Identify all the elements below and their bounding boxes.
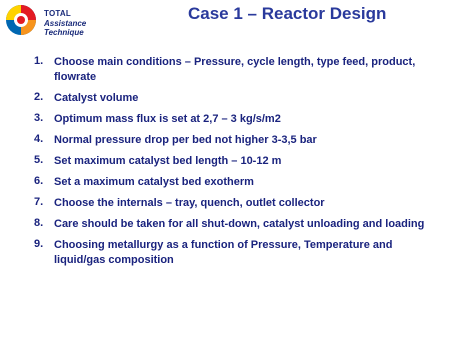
total-logo-icon (4, 3, 38, 37)
item-text: Choosing metallurgy as a function of Pressure, Temperature and liquid/gas composition (54, 239, 393, 266)
item-text: Optimum mass flux is set at 2,7 – 3 kg/s/m2 (54, 113, 281, 125)
list-item (0, 196, 450, 211)
item-number: 4. (34, 133, 44, 145)
item-number: 6. (34, 175, 44, 187)
item-text: Catalyst volume (54, 92, 139, 104)
item-text: Choose the internals – tray, quench, outlet collector (54, 197, 325, 209)
list-item (0, 55, 450, 85)
item-number: 5. (34, 154, 44, 166)
item-text: Set maximum catalyst bed length – 10-12 m (54, 155, 282, 167)
item-text: Set a maximum catalyst bed exotherm (54, 176, 254, 188)
item-number: 7. (34, 196, 44, 208)
item-number: 2. (34, 91, 44, 103)
list-item (0, 91, 450, 106)
item-number: 8. (34, 217, 44, 229)
list-item (0, 154, 450, 169)
item-text: Care should be taken for all shut-down, catalyst unloading and loading (54, 218, 425, 230)
brand-name: TOTAL (44, 9, 71, 18)
list-item (0, 238, 450, 268)
item-number: 9. (34, 238, 44, 250)
list-item (0, 112, 450, 127)
item-number: 3. (34, 112, 44, 124)
company-logo (4, 3, 120, 37)
item-text: Choose main conditions – Pressure, cycle length, type feed, product, flowrate (54, 56, 416, 83)
design-steps-list (0, 55, 450, 274)
brand-subtitle: Assistance Technique (44, 19, 87, 37)
item-number: 1. (34, 55, 44, 67)
item-text: Normal pressure drop per bed not higher 3-3,5 bar (54, 134, 317, 146)
slide-title: Case 1 – Reactor Design (188, 4, 387, 23)
list-item (0, 133, 450, 148)
list-item (0, 175, 450, 190)
list-item (0, 217, 450, 232)
